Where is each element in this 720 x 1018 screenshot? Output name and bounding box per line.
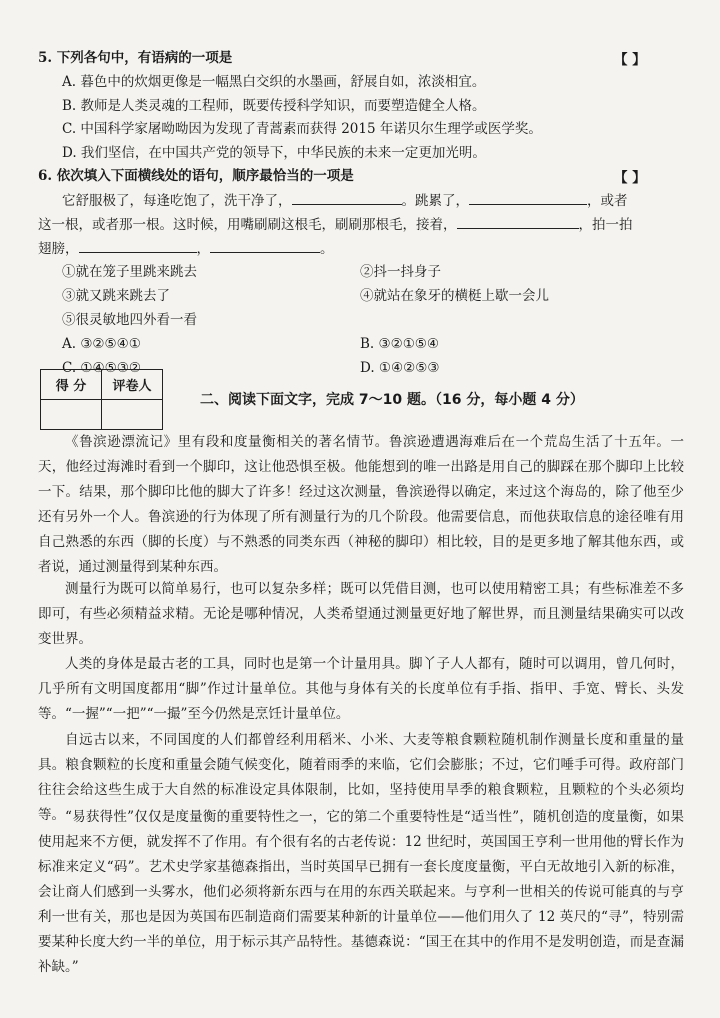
q6-answer-bracket: 【 】 (614, 170, 646, 186)
q5-option-a: A. 暮色中的炊烟更像是一幅黑白交织的水墨画，舒展自如，浓淡相宜。 (62, 74, 486, 90)
passage-paragraph-3: 人类的身体是最古老的工具，同时也是第一个计量用具。脚丫子人人都有，随时可以调用，曾几何时，几乎所有文明国度都用“脚”作过计量单位。其他与身体有关的长度单位有手指、指甲、手宽、臂长、头发等。“一握”“一把”“一撮”至今仍然是烹饪计量单位。 (38, 656, 684, 722)
q6-choice-5: ⑤很灵敏地四外看一看 (62, 312, 197, 328)
q6-passage-line-1: 它舒服极了，每逢吃饱了，洗干净了， 。跳累了， ，或者 (62, 190, 628, 211)
passage-paragraph-4: 自远古以来，不同国度的人们都曾经利用稻米、小米、大麦等粮食颗粒随机制作测量长度和重量的量具。粮食颗粒的长度和重量会随气候变化，随着雨季的来临，它们会膨胀；不过，它们唾手可得。政府部门往往会给这些生成于大自然的标准设定具体限制，比如，坚持使用旱季的粮食颗粒，且颗粒的个头必须均等。 (38, 732, 684, 823)
q5-option-b: B. 教师是人类灵魂的工程师，既要传授科学知识，而要塑造健全人格。 (62, 98, 486, 114)
score-table (40, 369, 163, 430)
q6-option-a: A. ③②⑤④① (62, 336, 141, 352)
q6-passage-line-2: 这一根，或者那一根。这时候，用嘴刷刷这根毛，刷刷那根毛，接着， ，拍一拍 (38, 214, 633, 235)
score-cell (41, 400, 102, 430)
q5-stem: 5. 下列各句中，有语病的一项是 (38, 50, 233, 66)
q6-passage-line-3: 翅膀， ， 。 (38, 238, 334, 259)
score-label: 得 分 (41, 370, 102, 400)
q6-stem: 6. 依次填入下面横线处的语句，顺序最恰当的一项是 (38, 168, 354, 184)
grader-cell (102, 400, 163, 430)
q5-option-d: D. 我们坚信，在中国共产党的领导下，中华民族的未来一定更加光明。 (62, 145, 486, 161)
q6-blank-3 (457, 214, 579, 229)
passage-paragraph-1: 《鲁滨逊漂流记》里有段和度量衡相关的著名情节。鲁滨逊遭遇海难后在一个荒岛生活了十五年。一天，他经过海滩时看到一个脚印，这让他恐惧至极。他能想到的唯一出路是用自己的脚踩在那个脚印上比较一下。结果，那个脚印比他的脚大了许多！经过这次测量，鲁滨逊得以确定，来过这个海岛的，除了他至少还有另外一个人。鲁滨逊的行为体现了所有测量行为的几个阶段。他需要信息，而他获取信息的途径唯有用自己熟悉的东西（脚的长度）与不熟悉的同类东西（神秘的脚印）相比较，目的是更多地了解其他东西，或者说，通过测量得到某种东西。 (38, 434, 684, 575)
q5-answer-bracket: 【 】 (614, 52, 646, 68)
passage-paragraph-2: 测量行为既可以简单易行，也可以复杂多样；既可以凭借目测，也可以使用精密工具；有些标准差不多即可，有些必须精益求精。无论是哪种情况，人类希望通过测量更好地了解世界，而且测量结果确实可以改变世界。 (38, 581, 684, 647)
q6-choice-1: ①就在笼子里跳来跳去 (62, 264, 197, 280)
passage-paragraph-5: “易获得性”仅仅是度量衡的重要特性之一，它的第二个重要特性是“适当性”，随机创造的度量衡，如果使用起来不方便，就发挥不了作用。有个很有名的古老传说：12 世纪时，英国国王亨利一世用他的臂长作为标准来定义“码”。艺术史学家基德森指出，当时英国早已拥有一套长度度量衡，平白无故地引入新的标准，会让商人们感到一头雾水，他们必须将新东西与在用的东西关联起来。与亨利一世相关的传说可能真的与亨利一世有关，那也是因为英国布匹制造商们需要某种新的计量单位——他们用久了 12 英尺的“寻”，特别需要某种长度大约一半的单位，用于标示其产品特性。基德森说：“国王在其中的作用不是发明创造，而是查漏补缺。” (38, 809, 684, 975)
q6-option-b: B. ③②①⑤④ (360, 336, 440, 352)
grader-label: 评卷人 (102, 370, 163, 400)
q5-option-c: C. 中国科学家屠呦呦因为发现了青蒿素而获得 2015 年诺贝尔生理学或医学奖。 (62, 121, 542, 137)
q6-choice-4: ④就站在象牙的横梃上歇一会儿 (360, 288, 549, 304)
q6-blank-2 (469, 190, 587, 205)
section-2-title: 二、阅读下面文字，完成 7～10 题。（16 分，每小题 4 分） (200, 392, 584, 408)
q6-option-c: C. ①④⑤③② (62, 360, 141, 376)
q6-choice-2: ②抖一抖身子 (360, 264, 441, 280)
q6-option-d: D. ①④②⑤③ (360, 360, 440, 376)
q6-choice-3: ③就又跳来跳去了 (62, 288, 170, 304)
q6-blank-1 (292, 190, 402, 205)
q6-blank-5 (210, 238, 320, 253)
q6-blank-4 (79, 238, 197, 253)
